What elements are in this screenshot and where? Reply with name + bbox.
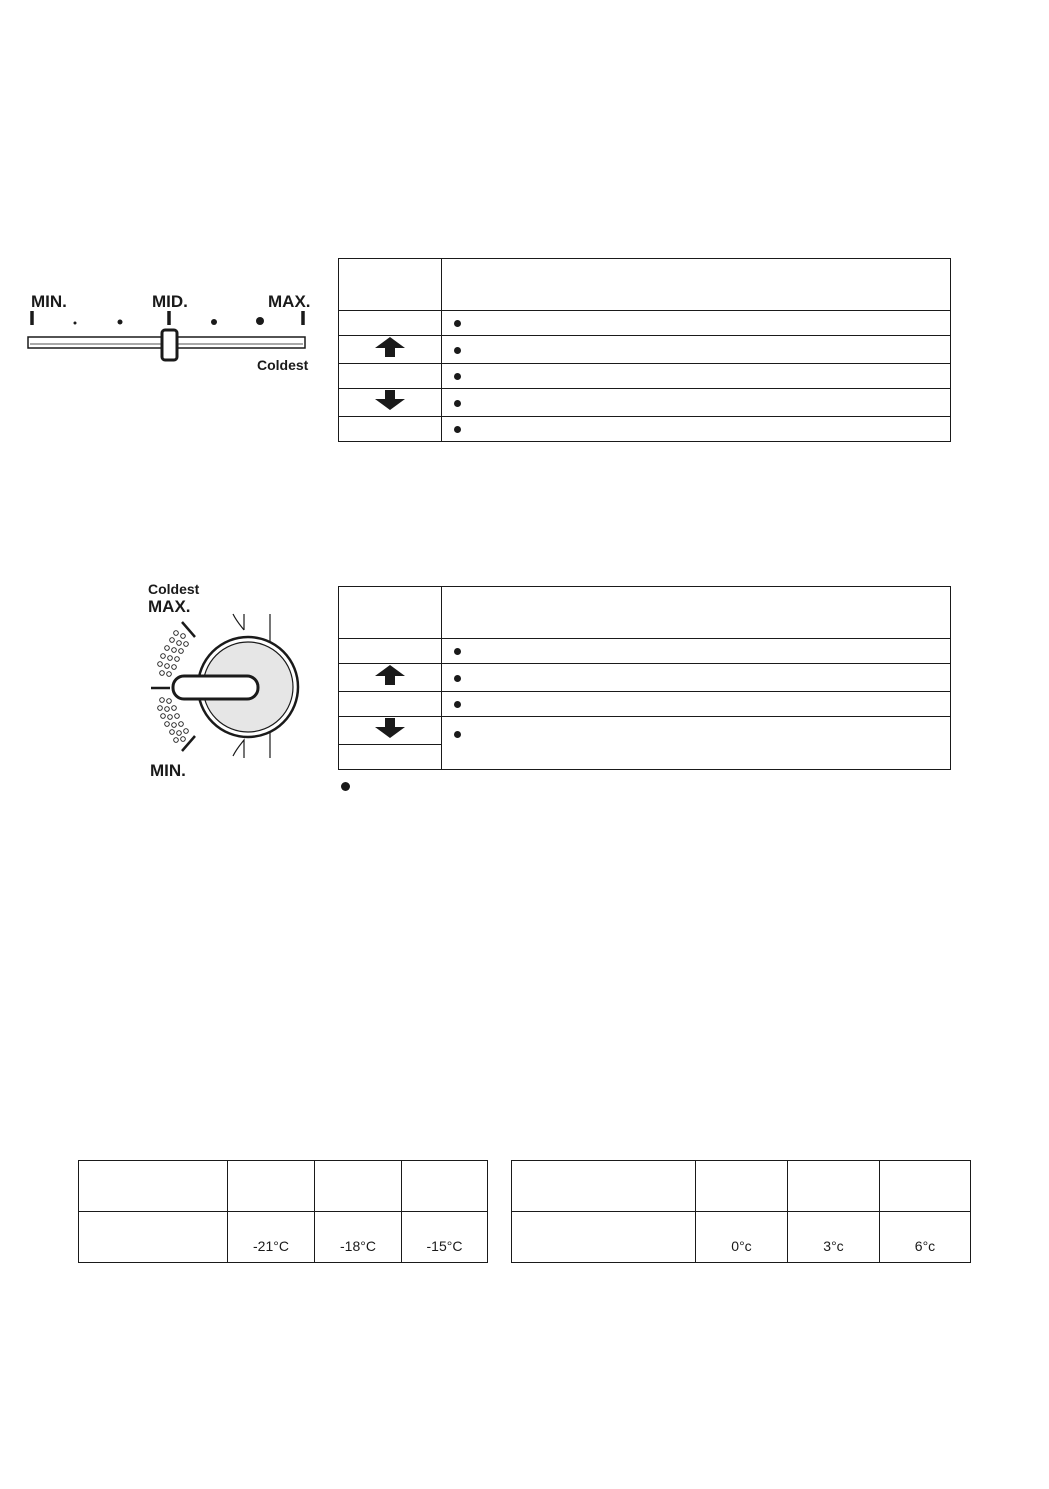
table-bullet-cell bbox=[442, 639, 951, 664]
temp-header-cell bbox=[228, 1161, 315, 1212]
temp-header-cell bbox=[880, 1161, 971, 1212]
table-bullet-cell bbox=[442, 417, 951, 442]
table-arrow-cell bbox=[339, 639, 442, 664]
slider-dot-1 bbox=[74, 322, 77, 325]
slider-dot-2 bbox=[118, 320, 123, 325]
table-arrow-cell bbox=[339, 745, 442, 770]
down-arrow-icon bbox=[374, 717, 406, 739]
table-arrow-cell bbox=[339, 336, 442, 364]
temp-label-cell bbox=[79, 1212, 228, 1263]
temperature-dial[interactable] bbox=[140, 608, 310, 763]
fridge-temp-value: 6°c bbox=[880, 1212, 971, 1263]
fridge-temp-value: 3°c bbox=[788, 1212, 880, 1263]
temp-header-cell bbox=[315, 1161, 402, 1212]
up-arrow-icon bbox=[374, 664, 406, 686]
bullet-icon bbox=[454, 426, 461, 433]
dial-coldest-label: Coldest bbox=[148, 581, 200, 597]
dial-max-label: MAX. bbox=[148, 597, 191, 616]
table-bullet-cell bbox=[442, 364, 951, 389]
bullet-icon bbox=[454, 701, 461, 708]
table-header-cell bbox=[442, 259, 951, 311]
table-arrow-cell bbox=[339, 417, 442, 442]
freezer-temp-value: -15°C bbox=[402, 1212, 488, 1263]
temp-header-cell bbox=[788, 1161, 880, 1212]
freezer-temp-value: -18°C bbox=[315, 1212, 402, 1263]
up-arrow-icon bbox=[374, 336, 406, 358]
table-bullet-cell bbox=[442, 336, 951, 364]
slider-dot-4 bbox=[256, 317, 264, 325]
dial-tick-min bbox=[182, 736, 195, 751]
slider-coldest-label: Coldest bbox=[257, 357, 309, 373]
bullet-icon bbox=[454, 347, 461, 354]
table-bullet-cell bbox=[442, 664, 951, 692]
table-arrow-cell bbox=[339, 717, 442, 745]
dial-handle bbox=[173, 676, 258, 699]
table-header-cell bbox=[339, 587, 442, 639]
bullet-icon bbox=[454, 675, 461, 682]
table-arrow-cell bbox=[339, 664, 442, 692]
temp-label-cell bbox=[512, 1212, 696, 1263]
dial-min-label: MIN. bbox=[150, 761, 186, 780]
bullet-icon bbox=[454, 373, 461, 380]
bullet-icon bbox=[454, 320, 461, 327]
slider-mid-label: MID. bbox=[152, 292, 188, 311]
fridge-temp-value: 0°c bbox=[696, 1212, 788, 1263]
freezer-temperature-table bbox=[78, 1160, 488, 1263]
fridge-temperature-table bbox=[511, 1160, 971, 1263]
dial-tick-max bbox=[182, 622, 195, 637]
slider-knob bbox=[162, 330, 177, 360]
table-header-cell bbox=[442, 587, 951, 639]
bullet-icon bbox=[454, 400, 461, 407]
table-header-cell bbox=[339, 259, 442, 311]
bullet-icon bbox=[454, 648, 461, 655]
dial-settings-table bbox=[338, 586, 951, 770]
slider-min-label: MIN. bbox=[31, 292, 67, 311]
table-bullet-cell bbox=[442, 311, 951, 336]
temp-header-cell bbox=[696, 1161, 788, 1212]
bullet-icon bbox=[454, 731, 461, 738]
table-arrow-cell bbox=[339, 364, 442, 389]
temp-header-cell bbox=[512, 1161, 696, 1212]
freezer-temp-value: -21°C bbox=[228, 1212, 315, 1263]
table-bullet-cell bbox=[442, 692, 951, 717]
slider-dot-3 bbox=[211, 319, 217, 325]
table-bullet-cell bbox=[442, 389, 951, 417]
slider-settings-table bbox=[338, 258, 951, 442]
table-arrow-cell bbox=[339, 311, 442, 336]
table-bullet-cell bbox=[442, 717, 951, 770]
down-arrow-icon bbox=[374, 389, 406, 411]
temp-header-cell bbox=[79, 1161, 228, 1212]
note-bullet-icon bbox=[341, 782, 350, 791]
temp-header-cell bbox=[402, 1161, 488, 1212]
table-arrow-cell bbox=[339, 389, 442, 417]
slider-max-label: MAX. bbox=[268, 292, 311, 311]
table-arrow-cell bbox=[339, 692, 442, 717]
